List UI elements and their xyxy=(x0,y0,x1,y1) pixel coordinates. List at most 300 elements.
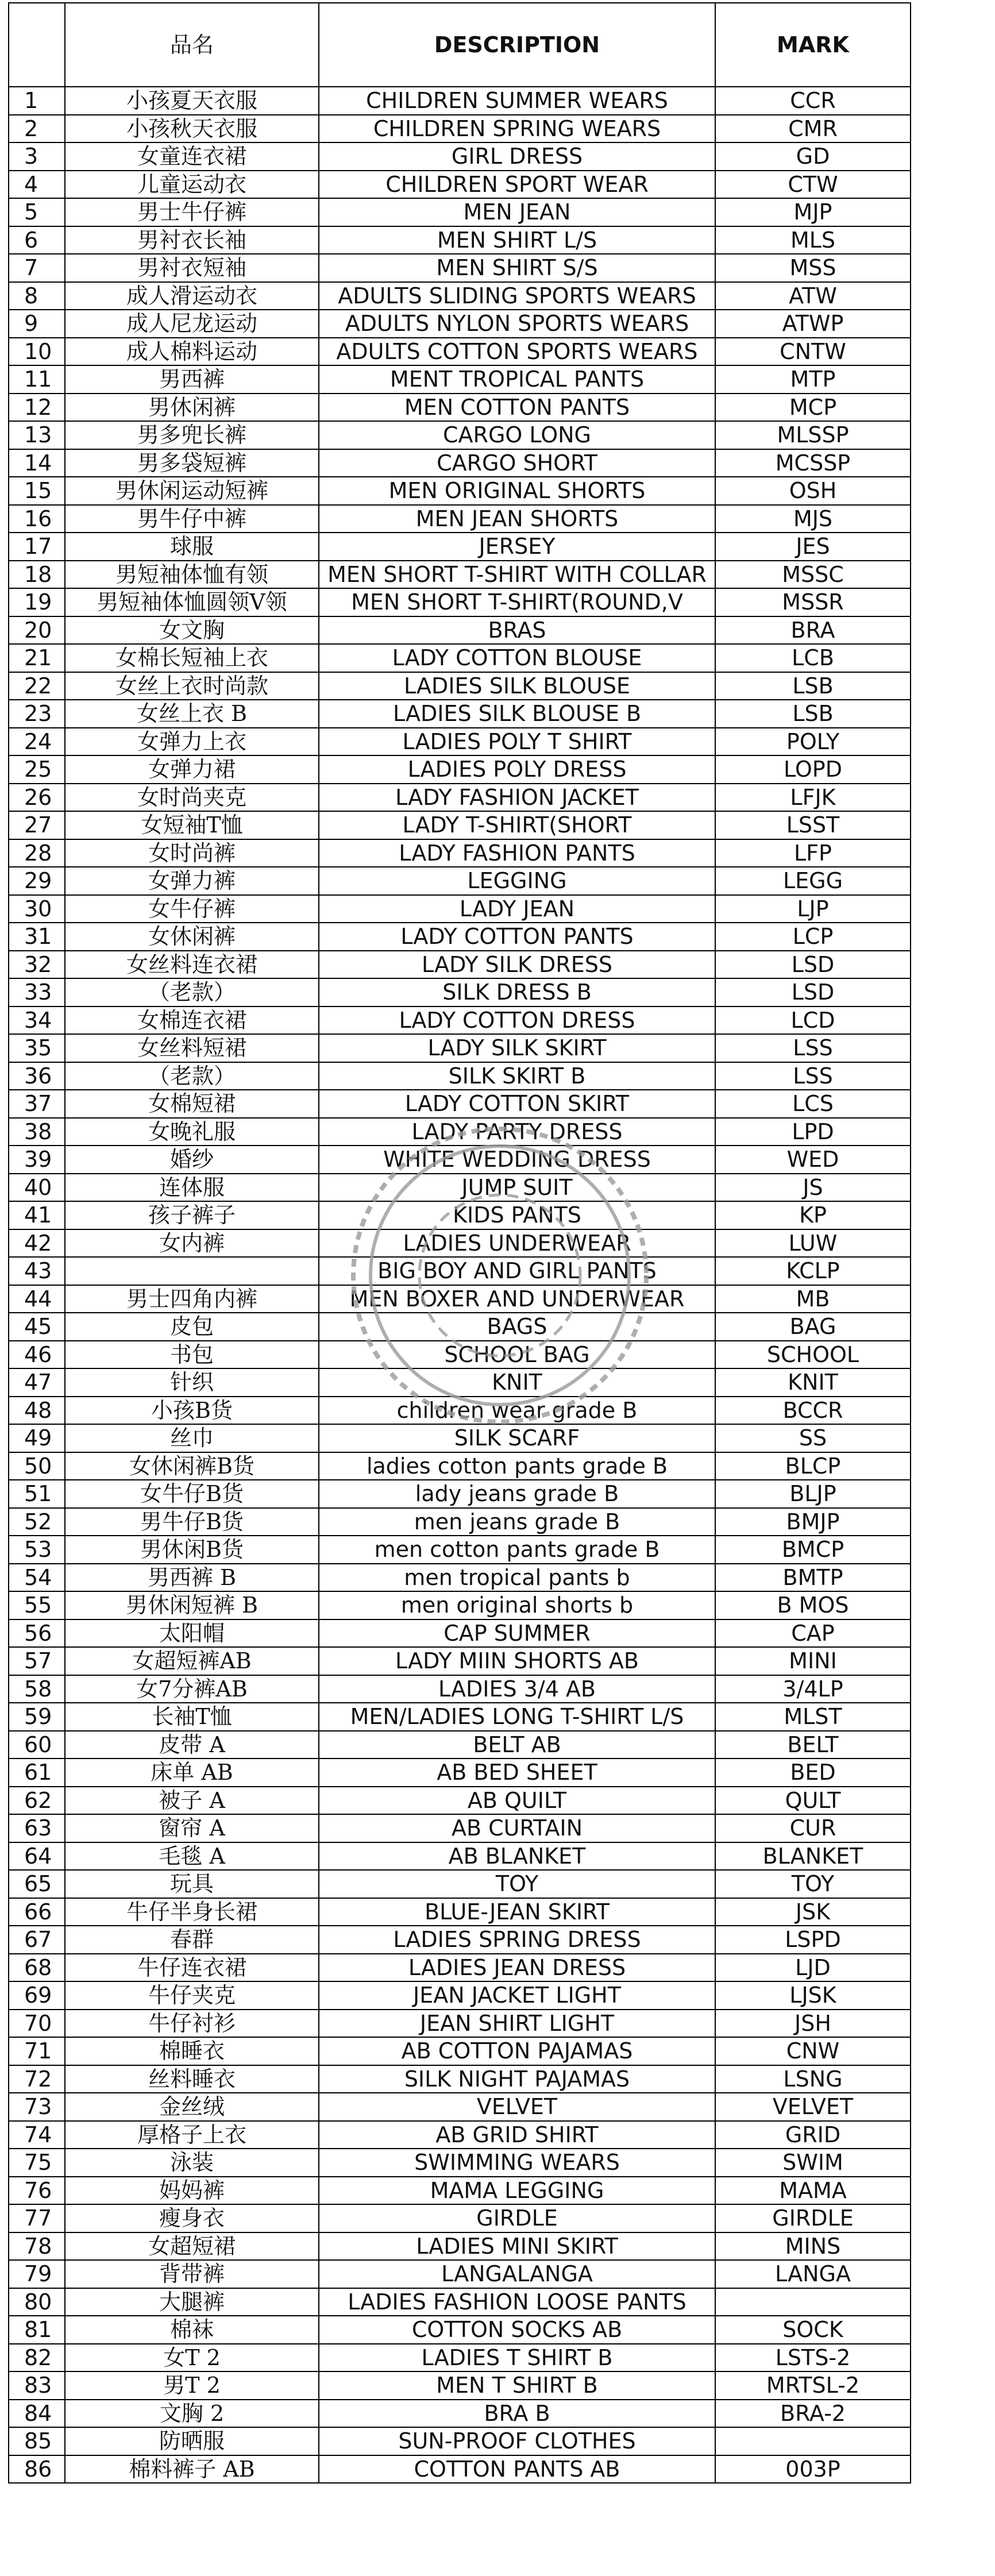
cell-mark: BAG xyxy=(715,1313,911,1341)
cell-description: SUN-PROOF CLOTHES xyxy=(319,2427,715,2455)
cell-product-name: 妈妈裤 xyxy=(65,2177,319,2205)
cell-description: LADY T-SHIRT(SHORT xyxy=(319,811,715,839)
table-row xyxy=(9,1397,911,1425)
cell-description: KNIT xyxy=(319,1368,715,1397)
cell-mark: BRA xyxy=(715,616,911,645)
cell-mark: CTW xyxy=(715,171,911,199)
cell-description: SILK NIGHT PAJAMAS xyxy=(319,2065,715,2093)
table-row xyxy=(9,839,911,867)
cell-number: 70 xyxy=(9,2010,65,2038)
cell-product-name: 女短袖T恤 xyxy=(65,811,319,839)
cell-description: LADY COTTON SKIRT xyxy=(319,1090,715,1118)
table-row xyxy=(9,142,911,171)
table-row xyxy=(9,1174,911,1202)
cell-number: 43 xyxy=(9,1257,65,1285)
cell-product-name: 皮包 xyxy=(65,1313,319,1341)
table-row xyxy=(9,1229,911,1258)
cell-description: GIRDLE xyxy=(319,2204,715,2232)
cell-mark: OSH xyxy=(715,477,911,505)
cell-product-name: 孩子裤子 xyxy=(65,1201,319,1229)
cell-description: CHILDREN SPORT WEAR xyxy=(319,171,715,199)
cell-product-name: 男短袖体恤有领 xyxy=(65,561,319,589)
cell-product-name: 女童连衣裙 xyxy=(65,142,319,171)
cell-mark: BRA-2 xyxy=(715,2400,911,2428)
cell-description: MEN T SHIRT B xyxy=(319,2371,715,2400)
cell-description: MAMA LEGGING xyxy=(319,2177,715,2205)
table-row xyxy=(9,2260,911,2288)
table-row xyxy=(9,1285,911,1313)
cell-description: LADIES POLY T SHIRT xyxy=(319,728,715,756)
cell-mark: BLANKET xyxy=(715,1842,911,1871)
table-row xyxy=(9,1257,911,1285)
cell-product-name: 牛仔夹克 xyxy=(65,1981,319,2010)
table-row xyxy=(9,2316,911,2344)
cell-mark: ATWP xyxy=(715,310,911,338)
cell-product-name: 女7分裤AB xyxy=(65,1675,319,1703)
cell-mark: LUW xyxy=(715,1229,911,1258)
cell-description: SILK SCARF xyxy=(319,1424,715,1452)
cell-product-name: 长袖T恤 xyxy=(65,1703,319,1731)
table-row xyxy=(9,867,911,895)
table-row xyxy=(9,561,911,589)
cell-description: LADY MIIN SHORTS AB xyxy=(319,1647,715,1675)
cell-number: 53 xyxy=(9,1536,65,1564)
cell-product-name: 男休闲短裤 B xyxy=(65,1591,319,1619)
table-row xyxy=(9,1759,911,1787)
header-mark: MARK xyxy=(715,3,911,87)
cell-product-name: 皮带 A xyxy=(65,1731,319,1759)
cell-number: 20 xyxy=(9,616,65,645)
cell-product-name: 男西裤 B xyxy=(65,1564,319,1592)
cell-product-name: 男短袖体恤圆领V领 xyxy=(65,588,319,616)
cell-product-name: 男士四角内裤 xyxy=(65,1285,319,1313)
cell-product-name: 女牛仔B货 xyxy=(65,1480,319,1508)
cell-mark: LSTS-2 xyxy=(715,2344,911,2372)
cell-description: LANGALANGA xyxy=(319,2260,715,2288)
table-row xyxy=(9,1452,911,1480)
table-row xyxy=(9,87,911,115)
cell-mark: QULT xyxy=(715,1787,911,1815)
cell-number: 51 xyxy=(9,1480,65,1508)
cell-mark: LCS xyxy=(715,1090,911,1118)
cell-description: LADIES 3/4 AB xyxy=(319,1675,715,1703)
cell-number: 47 xyxy=(9,1368,65,1397)
table-row xyxy=(9,811,911,839)
cell-product-name: 女时尚夹克 xyxy=(65,784,319,812)
table-row xyxy=(9,505,911,533)
cell-number: 63 xyxy=(9,1814,65,1842)
cell-number: 55 xyxy=(9,1591,65,1619)
cell-product-name: 小孩夏天衣服 xyxy=(65,87,319,115)
cell-description: ADULTS SLIDING SPORTS WEARS xyxy=(319,282,715,310)
cell-description: LADIES SILK BLOUSE B xyxy=(319,700,715,728)
cell-number: 66 xyxy=(9,1898,65,1926)
table-row xyxy=(9,198,911,226)
cell-mark: JS xyxy=(715,1174,911,1202)
cell-mark: LJSK xyxy=(715,1981,911,2010)
cell-product-name: 背带裤 xyxy=(65,2260,319,2288)
header-number xyxy=(9,3,65,87)
cell-number: 13 xyxy=(9,421,65,449)
cell-mark: BED xyxy=(715,1759,911,1787)
cell-number: 67 xyxy=(9,1926,65,1954)
cell-number: 58 xyxy=(9,1675,65,1703)
cell-number: 4 xyxy=(9,171,65,199)
table-row xyxy=(9,449,911,477)
table-row xyxy=(9,2455,911,2484)
cell-mark: LJP xyxy=(715,895,911,923)
cell-product-name: 女棉长短袖上衣 xyxy=(65,644,319,672)
cell-mark: MB xyxy=(715,1285,911,1313)
cell-number: 81 xyxy=(9,2316,65,2344)
cell-description: LADIES SPRING DRESS xyxy=(319,1926,715,1954)
cell-mark: LSD xyxy=(715,951,911,979)
cell-number: 19 xyxy=(9,588,65,616)
cell-product-name: 小孩B货 xyxy=(65,1397,319,1425)
cell-number: 64 xyxy=(9,1842,65,1871)
cell-mark: BMCP xyxy=(715,1536,911,1564)
cell-description: AB BLANKET xyxy=(319,1842,715,1871)
cell-product-name: 女晚礼服 xyxy=(65,1118,319,1146)
cell-mark: BMJP xyxy=(715,1508,911,1536)
cell-mark: MINS xyxy=(715,2232,911,2261)
cell-product-name: 书包 xyxy=(65,1341,319,1369)
cell-mark: LFP xyxy=(715,839,911,867)
cell-number: 41 xyxy=(9,1201,65,1229)
table-row xyxy=(9,784,911,812)
table-row xyxy=(9,1870,911,1898)
cell-mark: LSB xyxy=(715,672,911,700)
cell-number: 32 xyxy=(9,951,65,979)
cell-number: 34 xyxy=(9,1007,65,1035)
cell-description: JUMP SUIT xyxy=(319,1174,715,1202)
table-row xyxy=(9,421,911,449)
cell-mark: LSS xyxy=(715,1062,911,1090)
cell-product-name: 女文胸 xyxy=(65,616,319,645)
cell-description: GIRL DRESS xyxy=(319,142,715,171)
table-row xyxy=(9,1034,911,1062)
cell-product-name: 女丝上衣 B xyxy=(65,700,319,728)
cell-description: ladies cotton pants grade B xyxy=(319,1452,715,1480)
cell-mark: MAMA xyxy=(715,2177,911,2205)
header-description: DESCRIPTION xyxy=(319,3,715,87)
cell-description: LADIES T SHIRT B xyxy=(319,2344,715,2372)
cell-description: ADULTS COTTON SPORTS WEARS xyxy=(319,338,715,366)
table-row xyxy=(9,2371,911,2400)
table-row xyxy=(9,1090,911,1118)
table-row xyxy=(9,616,911,645)
table-row xyxy=(9,115,911,143)
cell-number: 48 xyxy=(9,1397,65,1425)
cell-number: 31 xyxy=(9,923,65,951)
cell-number: 12 xyxy=(9,394,65,422)
cell-product-name: 女超短裤AB xyxy=(65,1647,319,1675)
table-row xyxy=(9,644,911,672)
table-row xyxy=(9,1898,911,1926)
cell-description: LADIES MINI SKIRT xyxy=(319,2232,715,2261)
cell-number: 23 xyxy=(9,700,65,728)
cell-mark: SS xyxy=(715,1424,911,1452)
cell-mark: MCP xyxy=(715,394,911,422)
cell-number: 26 xyxy=(9,784,65,812)
cell-product-name: 男西裤 xyxy=(65,365,319,394)
cell-description: MEN COTTON PANTS xyxy=(319,394,715,422)
cell-number: 62 xyxy=(9,1787,65,1815)
cell-description: MEN BOXER AND UNDERWEAR xyxy=(319,1285,715,1313)
table-row xyxy=(9,533,911,561)
cell-description: men tropical pants b xyxy=(319,1564,715,1592)
cell-mark: MJS xyxy=(715,505,911,533)
cell-product-name: 成人棉料运动 xyxy=(65,338,319,366)
cell-number: 69 xyxy=(9,1981,65,2010)
cell-product-name: 小孩秋天衣服 xyxy=(65,115,319,143)
cell-product-name: 丝巾 xyxy=(65,1424,319,1452)
cell-mark: MJP xyxy=(715,198,911,226)
cell-product-name: 连体服 xyxy=(65,1174,319,1202)
cell-mark: MSS xyxy=(715,254,911,282)
table-row xyxy=(9,1480,911,1508)
table-row xyxy=(9,588,911,616)
cell-number: 45 xyxy=(9,1313,65,1341)
cell-product-name: 女丝料连衣裙 xyxy=(65,951,319,979)
cell-mark: LSNG xyxy=(715,2065,911,2093)
cell-mark: LANGA xyxy=(715,2260,911,2288)
cell-product-name: 女休闲裤 xyxy=(65,923,319,951)
cell-number: 80 xyxy=(9,2288,65,2316)
cell-mark: KNIT xyxy=(715,1368,911,1397)
table-row xyxy=(9,477,911,505)
cell-number: 10 xyxy=(9,338,65,366)
cell-description: men jeans grade B xyxy=(319,1508,715,1536)
cell-description: JEAN JACKET LIGHT xyxy=(319,1981,715,2010)
cell-description: LADY FASHION PANTS xyxy=(319,839,715,867)
table-row xyxy=(9,672,911,700)
table-row xyxy=(9,1062,911,1090)
cell-number: 38 xyxy=(9,1118,65,1146)
cell-description: LADY COTTON BLOUSE xyxy=(319,644,715,672)
cell-mark: MCSSP xyxy=(715,449,911,477)
table-row xyxy=(9,1954,911,1982)
cell-number: 15 xyxy=(9,477,65,505)
cell-mark xyxy=(715,2288,911,2316)
cell-product-name: 女超短裙 xyxy=(65,2232,319,2261)
cell-description: CHILDREN SUMMER WEARS xyxy=(319,87,715,115)
cell-product-name: 女丝料短裙 xyxy=(65,1034,319,1062)
cell-mark: KP xyxy=(715,1201,911,1229)
table-row xyxy=(9,2037,911,2065)
cell-mark: GD xyxy=(715,142,911,171)
cell-description: men cotton pants grade B xyxy=(319,1536,715,1564)
cell-product-name: 女弹力裤 xyxy=(65,867,319,895)
cell-description: AB GRID SHIRT xyxy=(319,2121,715,2149)
table-row xyxy=(9,1842,911,1871)
cell-mark: CAP xyxy=(715,1619,911,1648)
cell-number: 44 xyxy=(9,1285,65,1313)
table-row xyxy=(9,1703,911,1731)
table-row xyxy=(9,895,911,923)
cell-number: 8 xyxy=(9,282,65,310)
cell-description: LADY COTTON PANTS xyxy=(319,923,715,951)
cell-number: 61 xyxy=(9,1759,65,1787)
table-row xyxy=(9,1118,911,1146)
cell-product-name: 男牛仔B货 xyxy=(65,1508,319,1536)
cell-description: JERSEY xyxy=(319,533,715,561)
cell-description: LADY SILK SKIRT xyxy=(319,1034,715,1062)
table-row xyxy=(9,755,911,784)
cell-number: 57 xyxy=(9,1647,65,1675)
cell-number: 52 xyxy=(9,1508,65,1536)
cell-number: 56 xyxy=(9,1619,65,1648)
cell-description: AB QUILT xyxy=(319,1787,715,1815)
cell-mark: JSK xyxy=(715,1898,911,1926)
cell-product-name: 防晒服 xyxy=(65,2427,319,2455)
cell-number: 68 xyxy=(9,1954,65,1982)
cell-description: MEN SHIRT L/S xyxy=(319,226,715,254)
cell-mark: WED xyxy=(715,1146,911,1174)
cell-description: LADIES FASHION LOOSE PANTS xyxy=(319,2288,715,2316)
cell-number: 14 xyxy=(9,449,65,477)
table-row xyxy=(9,1814,911,1842)
cell-number: 54 xyxy=(9,1564,65,1592)
cell-product-name: 牛仔衬衫 xyxy=(65,2010,319,2038)
cell-product-name: 棉袜 xyxy=(65,2316,319,2344)
cell-number: 73 xyxy=(9,2093,65,2121)
cell-product-name: 文胸 2 xyxy=(65,2400,319,2428)
table-row xyxy=(9,226,911,254)
cell-description: BLUE-JEAN SKIRT xyxy=(319,1898,715,1926)
cell-product-name: 厚格子上衣 xyxy=(65,2121,319,2149)
cell-product-name: 棉料裤子 AB xyxy=(65,2455,319,2484)
table-row xyxy=(9,2093,911,2121)
cell-number: 35 xyxy=(9,1034,65,1062)
cell-mark: LFJK xyxy=(715,784,911,812)
cell-product-name: 男衬衣短袖 xyxy=(65,254,319,282)
table-row xyxy=(9,728,911,756)
cell-description: SCHOOL BAG xyxy=(319,1341,715,1369)
cell-description: KIDS PANTS xyxy=(319,1201,715,1229)
table-row xyxy=(9,1787,911,1815)
cell-number: 86 xyxy=(9,2455,65,2484)
cell-mark: MLSSP xyxy=(715,421,911,449)
cell-number: 42 xyxy=(9,1229,65,1258)
table-row xyxy=(9,1368,911,1397)
cell-description: MEN SHORT T-SHIRT(ROUND,V xyxy=(319,588,715,616)
cell-description: lady jeans grade B xyxy=(319,1480,715,1508)
cell-mark: CMR xyxy=(715,115,911,143)
cell-number: 18 xyxy=(9,561,65,589)
cell-number: 16 xyxy=(9,505,65,533)
cell-product-name: 泳装 xyxy=(65,2149,319,2177)
cell-number: 74 xyxy=(9,2121,65,2149)
cell-number: 40 xyxy=(9,1174,65,1202)
table-row xyxy=(9,1201,911,1229)
cell-product-name: 女丝上衣时尚款 xyxy=(65,672,319,700)
cell-description: COTTON SOCKS AB xyxy=(319,2316,715,2344)
cell-product-name: （老款） xyxy=(65,1062,319,1090)
cell-description: COTTON PANTS AB xyxy=(319,2455,715,2484)
cell-number: 39 xyxy=(9,1146,65,1174)
header-product-name: 品名 xyxy=(65,3,319,87)
cell-product-name: 女休闲裤B货 xyxy=(65,1452,319,1480)
cell-mark: CNTW xyxy=(715,338,911,366)
cell-number: 30 xyxy=(9,895,65,923)
cell-description: MEN SHIRT S/S xyxy=(319,254,715,282)
cell-product-name: 男休闲裤 xyxy=(65,394,319,422)
table-row xyxy=(9,1619,911,1648)
cell-number: 22 xyxy=(9,672,65,700)
cell-product-name: 男T 2 xyxy=(65,2371,319,2400)
cell-description: LADIES JEAN DRESS xyxy=(319,1954,715,1982)
cell-number: 50 xyxy=(9,1452,65,1480)
cell-mark: GIRDLE xyxy=(715,2204,911,2232)
cell-description: SWIMMING WEARS xyxy=(319,2149,715,2177)
cell-product-name: 婚纱 xyxy=(65,1146,319,1174)
cell-description: LADIES UNDERWEAR xyxy=(319,1229,715,1258)
cell-product-name: 男衬衣长袖 xyxy=(65,226,319,254)
cell-product-name: 女棉短裙 xyxy=(65,1090,319,1118)
cell-number: 78 xyxy=(9,2232,65,2261)
cell-mark: LCD xyxy=(715,1007,911,1035)
cell-number: 3 xyxy=(9,142,65,171)
table-row xyxy=(9,700,911,728)
cell-description: CAP SUMMER xyxy=(319,1619,715,1648)
cell-product-name: 针织 xyxy=(65,1368,319,1397)
cell-description: LADIES SILK BLOUSE xyxy=(319,672,715,700)
cell-number: 60 xyxy=(9,1731,65,1759)
table-row xyxy=(9,1007,911,1035)
cell-mark: SCHOOL xyxy=(715,1341,911,1369)
cell-mark: BMTP xyxy=(715,1564,911,1592)
cell-description: children wear grade B xyxy=(319,1397,715,1425)
table-row xyxy=(9,1647,911,1675)
cell-description: BELT AB xyxy=(319,1731,715,1759)
table-row xyxy=(9,2400,911,2428)
cell-mark: ATW xyxy=(715,282,911,310)
cell-mark xyxy=(715,2427,911,2455)
cell-mark: JSH xyxy=(715,2010,911,2038)
table-row xyxy=(9,1981,911,2010)
cell-product-name: 大腿裤 xyxy=(65,2288,319,2316)
table-row xyxy=(9,365,911,394)
cell-number: 75 xyxy=(9,2149,65,2177)
cell-description: MEN JEAN SHORTS xyxy=(319,505,715,533)
table-row xyxy=(9,2344,911,2372)
cell-description: CARGO SHORT xyxy=(319,449,715,477)
cell-mark: SOCK xyxy=(715,2316,911,2344)
table-row xyxy=(9,2149,911,2177)
table-row xyxy=(9,2121,911,2149)
cell-product-name: 女T 2 xyxy=(65,2344,319,2372)
cell-mark: LCP xyxy=(715,923,911,951)
cell-number: 1 xyxy=(9,87,65,115)
cell-product-name: 窗帘 A xyxy=(65,1814,319,1842)
cell-mark: MTP xyxy=(715,365,911,394)
cell-mark: VELVET xyxy=(715,2093,911,2121)
cell-mark: CNW xyxy=(715,2037,911,2065)
cell-description: VELVET xyxy=(319,2093,715,2121)
table-row xyxy=(9,2288,911,2316)
cell-description: BIG BOY AND GIRL PANTS xyxy=(319,1257,715,1285)
cell-product-name: 牛仔半身长裙 xyxy=(65,1898,319,1926)
cell-mark: LSS xyxy=(715,1034,911,1062)
table-row xyxy=(9,1591,911,1619)
cell-mark: LSPD xyxy=(715,1926,911,1954)
cell-mark: LCB xyxy=(715,644,911,672)
cell-description: TOY xyxy=(319,1870,715,1898)
table-row xyxy=(9,1424,911,1452)
cell-product-name: 成人滑运动衣 xyxy=(65,282,319,310)
cell-mark: BLJP xyxy=(715,1480,911,1508)
